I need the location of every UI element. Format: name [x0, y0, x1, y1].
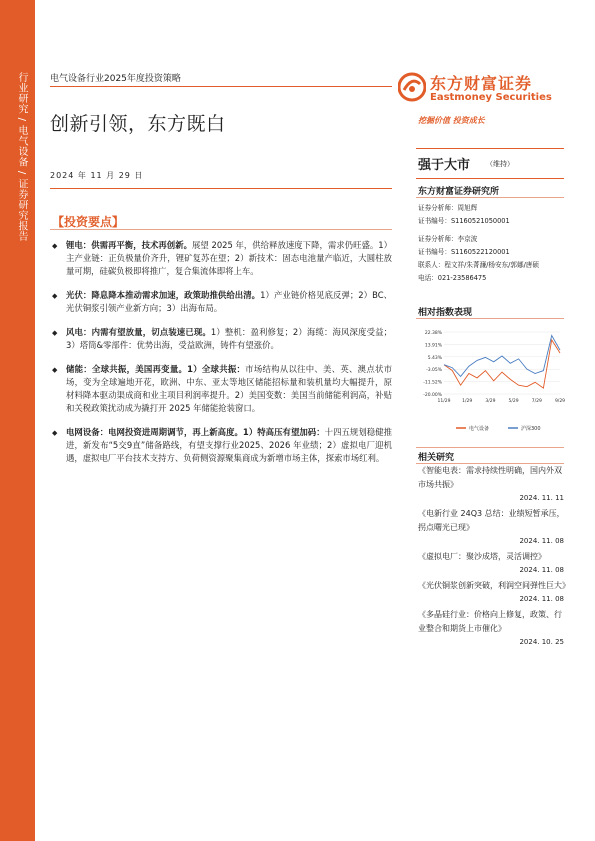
diamond-icon: ◆ — [52, 292, 58, 300]
y-tick-label: 13.91% — [424, 343, 442, 349]
analyst-line: 电话：021-23586475 — [418, 274, 487, 282]
list-item[interactable] — [418, 608, 568, 649]
sidebar-label: 行业研究 / 电气设备 / 证券研究报告 — [16, 72, 27, 242]
divider — [416, 178, 564, 179]
related-report-title[interactable]: 《虚拟电厂：聚沙成塔，灵活调控》 — [418, 552, 546, 561]
y-tick-label: 5.43% — [427, 355, 442, 361]
brand-logo — [398, 70, 558, 110]
analyst-line: 证券分析师：李京波 — [418, 235, 478, 243]
brand-name-en: Eastmoney Securities — [430, 92, 552, 103]
page-title: 创新引领，东方既白 — [50, 113, 226, 135]
related-title: 相关研究 — [418, 453, 455, 463]
series-line — [444, 340, 560, 388]
report-date: 2024 年 11 月 29 日 — [50, 171, 144, 180]
divider — [416, 447, 564, 448]
analyst-line: 证书编号：S1160522120001 — [418, 248, 510, 256]
list-item — [52, 239, 392, 278]
brand-slogan: 挖掘价值 投资成长 — [418, 116, 485, 125]
breadcrumb: 电气设备行业2025年度投资策略 — [50, 74, 181, 84]
list-item[interactable] — [418, 579, 568, 606]
list-item — [52, 426, 392, 465]
brand-name-cn: 东方财富证券 — [430, 74, 533, 93]
legend-label: 电气设备 — [469, 426, 490, 432]
x-tick-label: 9/29 — [554, 399, 566, 404]
x-tick-label: 1/29 — [462, 399, 473, 404]
related-report-date: 2024. 11. 08 — [519, 566, 564, 574]
rating-sub: （维持） — [486, 160, 514, 168]
x-tick-label: 5/29 — [508, 399, 519, 404]
rating-label: 强于大市 — [418, 158, 471, 173]
bullet-text: 风电：内需有望放量，切点装速已现。1）整机：盈利修复；2）海缆：海风深度受益；3）塔筒&零部件：优势出海，受益欧洲，铸件有望涨价。 — [66, 327, 393, 350]
bullet-text: 光伏：降息降本推动需求加速，政策助推供给出清。1）产业链价格见底反弹；2）BC、光伏铜浆引领产业新方向；3）出海布局。 — [66, 290, 392, 313]
chart-title: 相对指数表现 — [418, 308, 473, 318]
y-tick-label: 22.38% — [424, 331, 442, 336]
list-item — [52, 289, 392, 315]
y-tick-label: -3.05% — [426, 368, 442, 374]
bullet-text: 储能：全球共振，美国再变量。1）全球共振：市场结构从以往中、美、英、澳点状市场，变为全球遍地开花，欧洲、中东、亚太等地区储能招标量和装机量均大幅提升，原材料降本驱动渠成商和业主项目利润率提升。2）美国变数：美国当前储能利润高，补贴和关税政策扰动成为撬打开 2025 年储能抢装窗口。 — [66, 364, 392, 413]
list-item — [52, 326, 392, 352]
related-report-title[interactable]: 《多晶硅行业：价格向上修复，政策、行业整合和期货上市催化》 — [418, 610, 562, 633]
relative-index-chart — [416, 322, 566, 440]
y-tick-label: -11.52% — [423, 380, 442, 386]
related-report-title[interactable]: 《光伏铜浆创新突破，利润空间弹性巨大》 — [418, 581, 570, 590]
divider — [50, 229, 392, 230]
eastmoney-logo-icon — [398, 72, 426, 102]
sidebar — [0, 0, 35, 841]
analyst-line: 证书编号：S1160521050001 — [418, 217, 510, 225]
section-title: 【投资要点】 — [52, 215, 125, 229]
legend-label: 沪深300 — [521, 426, 541, 432]
list-item[interactable] — [418, 550, 568, 577]
divider — [416, 197, 564, 198]
diamond-icon: ◆ — [52, 429, 58, 437]
related-report-title[interactable]: 《智能电表：需求持续性明确，国内外双市场共振》 — [418, 466, 562, 489]
divider — [416, 148, 564, 149]
list-item[interactable] — [418, 507, 568, 548]
diamond-icon: ◆ — [52, 242, 58, 250]
x-tick-label: 3/29 — [485, 399, 496, 404]
investment-points — [52, 239, 392, 476]
series-line — [444, 336, 560, 377]
bullet-text: 锂电：供需再平衡，技术再创新。展望 2025 年，供给释放速度下降，需求仍旺盛。1）主产业链：正负极量价齐升，锂矿复苏在望；2）新技术：固态电池量产临近，大圆柱放量可期，硅碳负极即将推广，复合集流体即将上车。 — [66, 240, 393, 276]
divider — [416, 318, 564, 319]
x-tick-label: 7/29 — [531, 399, 542, 404]
institute-name: 东方财富证券研究所 — [418, 187, 500, 197]
bullet-text: 电网设备：电网投资进周期调节，再上新高度。1）特高压有望加码：十四五规划稳健推进，新发布“5交9直”储备路线，有望支撑行业2025、2026 年业绩；2）虚拟电厂迎机遇，虚拟电厂平台技术支持方、负荷侧资源聚集商成为新增市场主体，探索市场红利。 — [66, 427, 393, 463]
related-report-date: 2024. 11. 11 — [519, 494, 564, 502]
diamond-icon: ◆ — [52, 329, 58, 337]
list-item — [52, 363, 392, 415]
related-report-date: 2024. 11. 08 — [519, 537, 564, 545]
diamond-icon: ◆ — [52, 366, 58, 374]
related-report-date: 2024. 10. 25 — [519, 638, 564, 646]
analyst-info — [418, 202, 568, 285]
analyst-line: 证券分析师：周旭辉 — [418, 204, 478, 212]
y-tick-label: -20.00% — [423, 393, 442, 398]
divider — [50, 188, 392, 189]
x-tick-label: 11/29 — [437, 399, 451, 404]
related-report-title[interactable]: 《电新行业 24Q3 总结：业绩短暂承压，拐点曙光已现》 — [418, 509, 565, 532]
list-item[interactable] — [418, 464, 568, 505]
related-list — [418, 464, 568, 651]
analyst-line: 联系人：程文祥/朱菁濂/杨安东/郭娜/唐硕 — [418, 261, 539, 269]
related-report-date: 2024. 11. 08 — [519, 595, 564, 603]
divider — [50, 86, 392, 87]
